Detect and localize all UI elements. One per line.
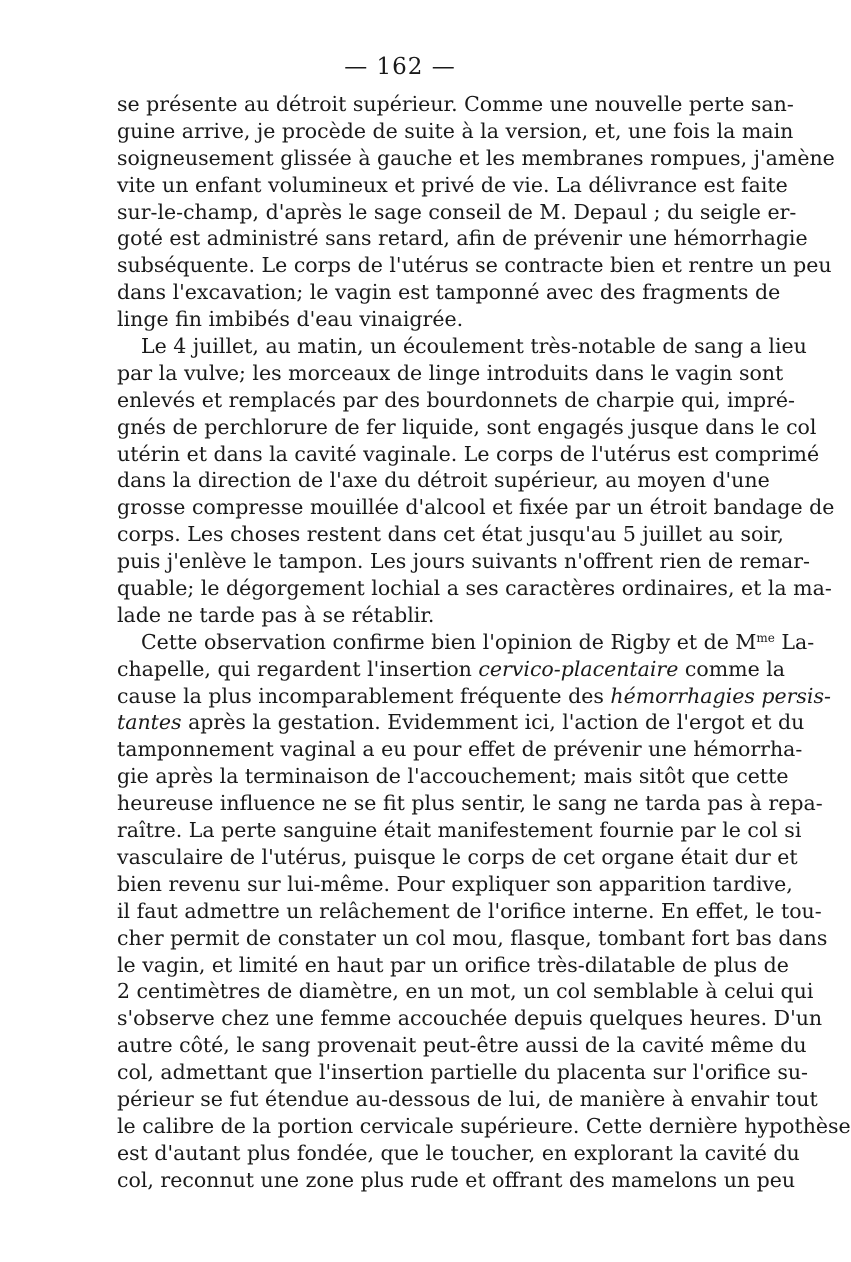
text-line: cher permit de constater un col mou, flasque, tombant fort bas dans — [117, 925, 828, 950]
text-line: utérin et dans la cavité vaginale. Le corps de l'utérus est comprimé — [117, 441, 820, 466]
text-line: col, admettant que l'insertion partielle du placenta sur l'orifice su- — [117, 1060, 808, 1085]
text-line: vasculaire de l'utérus, puisque le corps de cet organe était dur et — [117, 844, 798, 869]
text-line: chapelle, qui regardent l'insertion cervico-placentaire comme la — [117, 656, 786, 681]
text-line: gie après la terminaison de l'accouchement; mais sitôt que cette — [117, 764, 789, 789]
text-line: est d'autant plus fondée, que le toucher, en explorant la cavité du — [117, 1140, 800, 1165]
text-line: gnés de perchlorure de fer liquide, sont engagés jusque dans le col — [117, 414, 817, 439]
text-line: lade ne tarde pas à se rétablir. — [117, 602, 435, 627]
text-line: tamponnement vaginal a eu pour effet de prévenir une hémorrha- — [117, 737, 803, 762]
text-line: Cette observation confirme bien l'opinion de Rigby et de $M^{me}$ La- — [141, 629, 815, 654]
body-text — [117, 91, 851, 1194]
text-line: s'observe chez une femme accouchée depuis quelques heures. D'un — [117, 1006, 823, 1031]
text-line: dans la direction de l'axe du détroit supérieur, au moyen d'une — [117, 468, 770, 493]
text-line: col, reconnut une zone plus rude et offrant des mamelons un peu — [117, 1167, 796, 1192]
text-line: vite un enfant volumineux et privé de vie. La délivrance est faite — [117, 172, 788, 197]
page-number: — 162 — — [344, 54, 456, 80]
text-line: bien revenu sur lui-même. Pour expliquer son apparition tardive, — [117, 871, 793, 896]
text-line: enlevés et remplacés par des bourdonnets de charpie qui, impré- — [117, 387, 795, 412]
text-line: subséquente. Le corps de l'utérus se contracte bien et rentre un peu — [117, 253, 832, 278]
text-line: autre côté, le sang provenait peut-être aussi de la cavité même du — [117, 1033, 807, 1058]
text-line: heureuse influence ne se fit plus sentir, le sang ne tarda pas à repa- — [117, 791, 823, 816]
text-line: 2 centimètres de diamètre, en un mot, un col semblable à celui qui — [117, 979, 814, 1004]
text-line: goté est administré sans retard, afin de prévenir une hémorrhagie — [117, 226, 808, 251]
text-line: par la vulve; les morceaux de linge introduits dans le vagin sont — [117, 360, 784, 385]
text-line: le vagin, et limité en haut par un orifice très-dilatable de plus de — [117, 952, 789, 977]
text-line: soigneusement glissée à gauche et les membranes rompues, j'amène — [117, 145, 835, 170]
text-line: cause la plus incomparablement fréquente des hémorrhagies persis- — [117, 683, 831, 708]
text-line: raître. La perte sanguine était manifestement fournie par le col si — [117, 818, 802, 843]
text-line: guine arrive, je procède de suite à la version, et, une fois la main — [117, 118, 794, 143]
text-line: le calibre de la portion cervicale supérieure. Cette dernière hypothèse — [117, 1113, 851, 1138]
text-line: quable; le dégorgement lochial a ses caractères ordinaires, et la ma- — [117, 576, 832, 601]
paragraph-2 — [117, 333, 835, 629]
text-line: Le 4 juillet, au matin, un écoulement très-notable de sang a lieu — [141, 334, 807, 359]
text-line: grosse compresse mouillée d'alcool et fixée par un étroit bandage de — [117, 495, 835, 520]
text-line: tantes après la gestation. Evidemment ici, l'action de l'ergot et du — [117, 710, 805, 735]
text-line: corps. Les choses restent dans cet état jusqu'au 5 juillet au soir, — [117, 522, 784, 547]
text-line: il faut admettre un relâchement de l'orifice interne. En effet, le tou- — [117, 898, 822, 923]
text-line: linge fin imbibés d'eau vinaigrée. — [117, 307, 464, 332]
paragraph-3 — [117, 629, 851, 1194]
text-line: périeur se fut étendue au-dessous de lui, de manière à envahir tout — [117, 1086, 818, 1111]
text-line: sur-le-champ, d'après le sage conseil de M. Depaul ; du seigle er- — [117, 199, 797, 224]
text-line: dans l'excavation; le vagin est tamponné avec des fragments de — [117, 280, 781, 305]
text-line: puis j'enlève le tampon. Les jours suivants n'offrent rien de remar- — [117, 549, 810, 574]
text-line: se présente au détroit supérieur. Comme une nouvelle perte san- — [117, 92, 794, 116]
paragraph-1 — [117, 91, 835, 333]
